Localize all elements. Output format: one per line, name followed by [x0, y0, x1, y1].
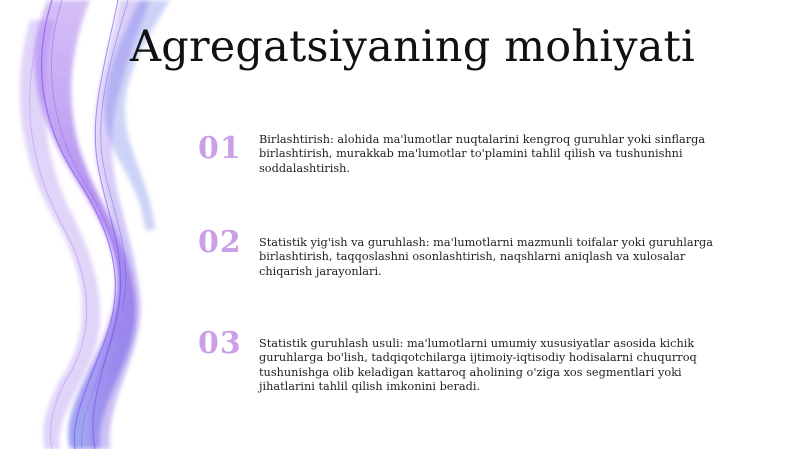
item-text: Birlashtirish: alohida ma'lumotlar nuqtalarini kengroq guruhlar yoki sinflarga birlashtirish, murakkab ma'lumotlar to'plamini tahlil qilish va tushunishni soddalashtirish. — [259, 133, 706, 175]
item-number: 03 — [198, 326, 242, 361]
item-number: 01 — [198, 131, 242, 166]
slide-title: Agregatsiyaning mohiyati — [130, 22, 695, 72]
item-text: Statistik guruhlash usuli: ma'lumotlarni umumiy xususiyatlar asosida kichik guruhlarga bo'lish, tadqiqotchilarga ijtimoiy-iqtisodiy hodisalarni chuqurroq tushunishga olib keladigan kattaroq aholining o'ziga xos segmentlari yoki jihatlarini tahlil qilish imkonini beradi. — [259, 337, 697, 394]
item-number: 02 — [198, 225, 242, 260]
item-text: Statistik yig'ish va guruhlash: ma'lumotlarni mazmunli toifalar yoki guruhlarga birlashtirish, taqqoslashni osonlashtirish, naqshlarni aniqlash va xulosalar chiqarish jarayonlari. — [259, 236, 713, 278]
